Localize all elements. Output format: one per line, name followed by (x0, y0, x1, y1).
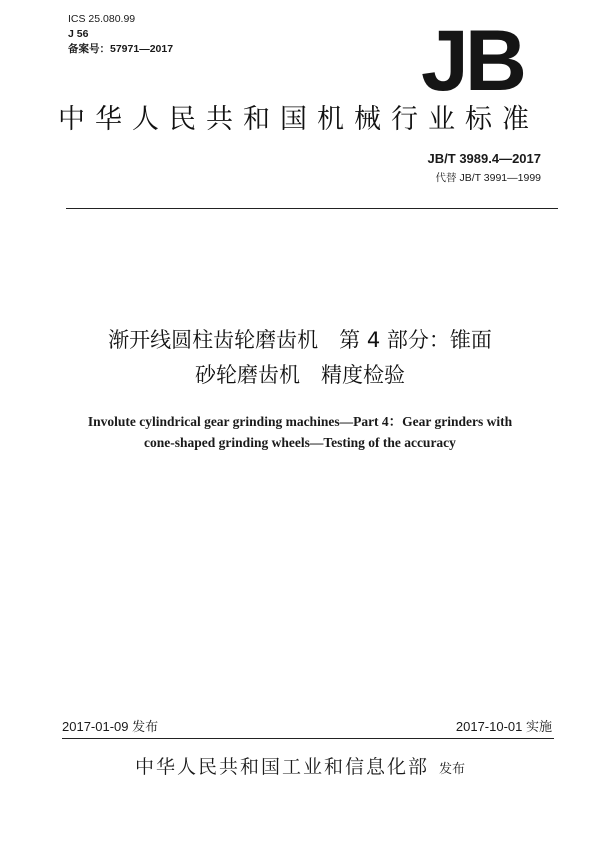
issuer-name: 中华人民共和国工业和信息化部 (134, 756, 429, 778)
chinese-title-line-2: 砂轮磨齿机 精度检验 (195, 363, 405, 387)
implementation-date: 2017-10-01 实施 (455, 719, 552, 734)
industry-standard-title: 中华人民共和国机械行业标准 (58, 104, 539, 135)
standard-number: JB/T 3989.4—2017 (427, 151, 541, 166)
issuer-suffix: 发布 (439, 762, 466, 777)
filing-number: 备案号：57971—2017 (68, 43, 174, 55)
issuer-line (0, 752, 600, 779)
replaces-standard: 代替 JB/T 3991—1999 (435, 172, 541, 184)
jb-logo (412, 18, 532, 108)
top-divider (66, 208, 558, 209)
ccs-code: J 56 (68, 28, 89, 40)
english-title-line-1: Involute cylindrical gear grinding machines—Part 4：Gear grinders with (87, 414, 513, 429)
bottom-divider (62, 738, 554, 739)
issue-date: 2017-01-09 发布 (62, 719, 159, 734)
jb-logo-text: JB (421, 18, 523, 108)
ics-code: ICS 25.080.99 (68, 13, 136, 25)
english-title-line-2: cone-shaped grinding wheels—Testing of the accuracy (144, 435, 456, 450)
chinese-title-line-1: 渐开线圆柱齿轮磨齿机 第 4 部分：锥面 (108, 328, 492, 352)
